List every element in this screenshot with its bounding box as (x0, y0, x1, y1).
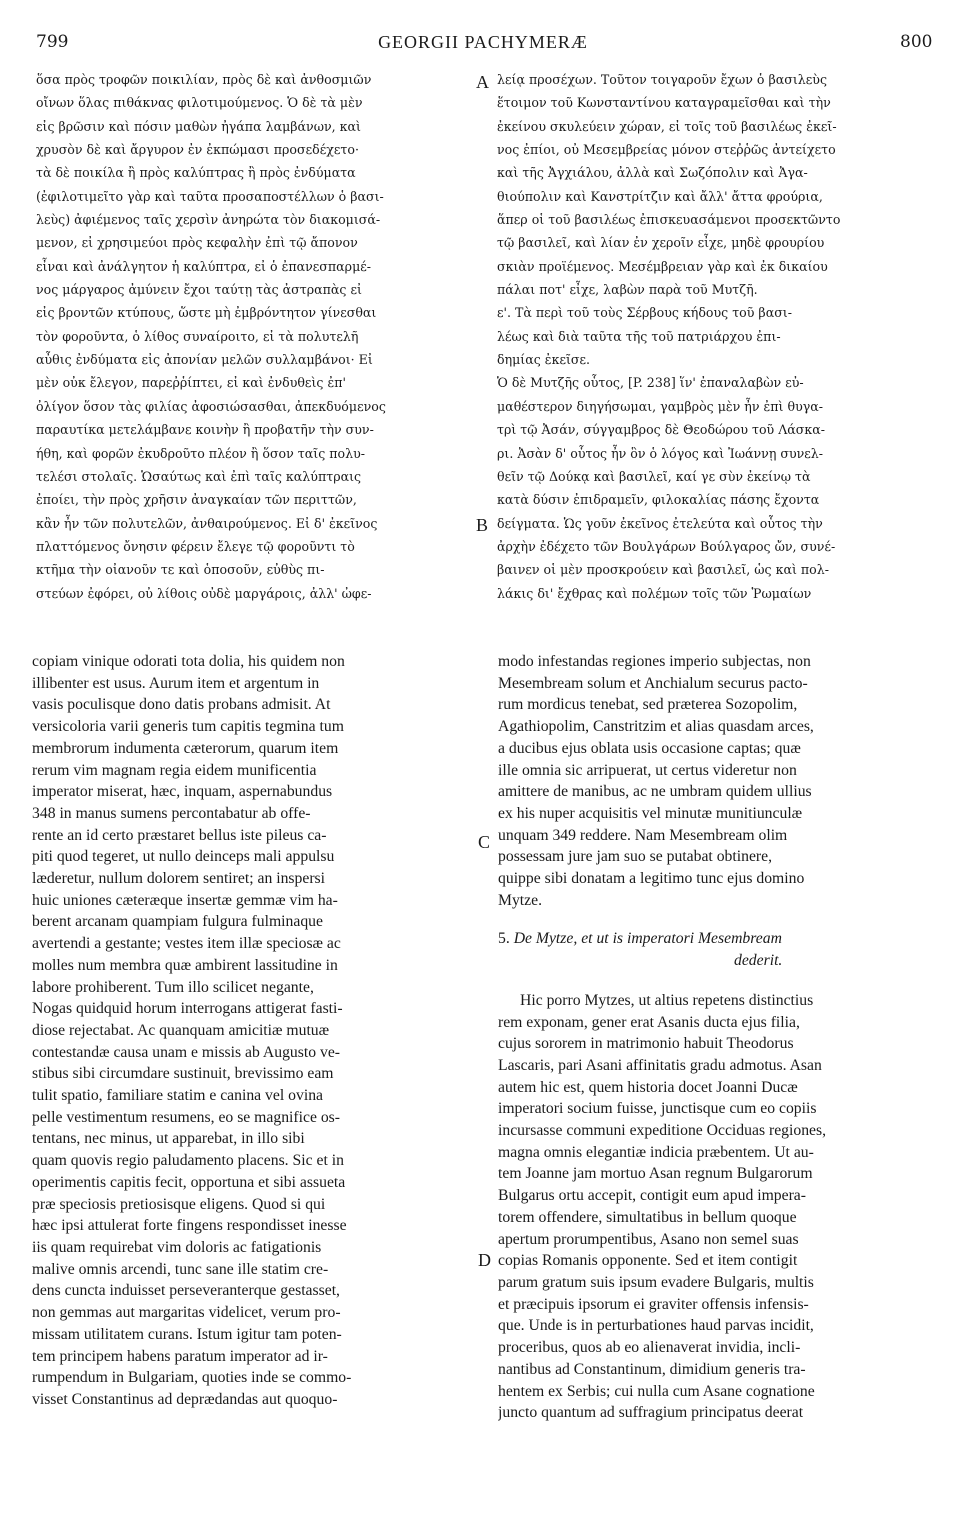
latin-text-line: Agathiopolim, Canstritzim et alias quasdam arces, (498, 718, 814, 736)
greek-text-line: εἶναι καὶ ἀνάλγητον ἡ καλύπτρα, εἰ ὁ ἐπανεσπαρμέ- (36, 258, 372, 274)
latin-text-line: autem hic est, quem historia docet Joanni Ducæ (498, 1078, 798, 1096)
page-number-right: 800 (900, 32, 933, 52)
greek-text-line: λάκις δι' ἔχθρας καὶ πολέμων τοῖς τῶν Ῥωμαίων (497, 585, 812, 601)
latin-column-left (32, 651, 468, 1411)
latin-text-line: visset Constantinus ad deprædandas aut quoquo- (32, 1390, 338, 1408)
margin-letter-b: B (476, 515, 489, 535)
greek-text-line: Ὁ δὲ Μυτζῆς οὗτος, [P. 238] ἵν' ἐπαναλαβὼν εὐ- (497, 375, 804, 391)
latin-text-line: rente an id certo præstaret bellus iste pileus ca- (32, 826, 327, 844)
latin-text-line: 348 in manus sumens percontabatur ab offe- (32, 804, 311, 822)
latin-text-line: juncto quantum ad suffragium principatus deerat (498, 1404, 804, 1422)
greek-text-line: τελέσι στολαῖς. Ὡσαύτως καὶ ἐπὶ ταῖς καλύπτραις (36, 468, 362, 484)
greek-text-line: μαθέστερον διηγήσωμαι, γαμβρὸς μὲν ἦν ἐπὶ θυγα- (497, 398, 824, 414)
latin-text-line: tem Joanne jam mortuo Asan regnum Bulgarorum (498, 1165, 813, 1183)
margin-letter-a: A (476, 72, 489, 92)
latin-text-line: Nogas quidquid horum interrogans attigerat fasti- (32, 1000, 343, 1018)
greek-text-line: παραυτίκα μετελάμβανε κοινὴν ἢ προβατῆν τὴν συν- (36, 422, 374, 438)
latin-text-line: versicoloria varii generis tum capitis tegmina tum (32, 718, 344, 736)
latin-text-line: nantibus ad Constantinum, dimidium generis tra- (498, 1360, 806, 1378)
latin-text-line: incursasse communi expeditione Occiduas regiones, (498, 1122, 827, 1140)
latin-text-line: hentem ex Serbis; cui nulla cum Asane cognatione (498, 1382, 815, 1400)
greek-text-line: ήθη, καὶ φορῶν ἐκυδροῦτο πλέον ἢ ὅσον ταῖς πολυ- (36, 445, 365, 461)
greek-text-line: δημίας ἐκεῖσε. (497, 352, 591, 368)
latin-text-line: Bulgarus ortu accepit, contigit eum apud impera- (498, 1187, 806, 1205)
latin-text-line: copias Romanis opponente. Sed et item contigit (498, 1252, 798, 1270)
greek-text-line: νος μάργαρος ἀμύνειν ἔχοι ταύτῃ τὰς ἀστραπὰς εἰ (36, 282, 362, 298)
greek-text-line: σκιὰν προϊέμενος. Μεσέμβρειαν γὰρ καὶ ἐκ δικαίου (497, 258, 828, 274)
latin-text-line: cujus sororem in matrimonio habuit Theodorus (498, 1035, 794, 1053)
section-title: De Mytze, et ut is imperatori Mesembream (513, 930, 782, 948)
greek-text-line: ε'. Τὰ περὶ τοῦ τοὺς Σέρβους κήδους τοῦ βασι- (497, 305, 792, 321)
latin-text-line: rum mordicus tenebat, sed præterea Sozopolim, (498, 696, 798, 714)
greek-text-line: ἕτοιμον τοῦ Κωνσταντίνου καταγραμεῖσθαι καὶ τὴν (497, 95, 831, 111)
latin-text-line: diose rejectabat. Ac quanquam amicitiæ mutuæ (32, 1021, 330, 1039)
greek-text-line: θιούπολιν καὶ Κανστρίτζιν καὶ ἄλλ' ἄττα φρούρια, (497, 188, 823, 204)
latin-text-line: operimentis capitis fecit, opportuna et sibi assueta (32, 1173, 346, 1191)
latin-text-line: rem exponam, gener erat Asanis ducta ejus filia, (498, 1013, 800, 1031)
latin-text-line: stibus sibi circumdare sustinuit, brevissimo eam (32, 1065, 334, 1083)
greek-text-line: ἀρχὴν ἐδέχετο τῶν Βουλγάρων Βούλγαρος ὤν, συνέ- (497, 538, 836, 554)
latin-text-line: ex his nuper acquisitis vel minutæ munitiunculæ (498, 804, 803, 822)
greek-text-line: ἐκείνου σκυλεύειν χώραν, εἰ τοῖς τοῦ βασιλέως ἐκεῖ- (497, 118, 837, 134)
greek-text-line: νος ἐπίοι, οὐ Μεσεμβρείας μόνον στεῤῥῶς ἀντείχετο (497, 142, 836, 158)
latin-text-line: Mytze. (498, 891, 542, 909)
margin-letter-d: D (478, 1250, 491, 1270)
latin-text-line: torem offendere, simultatibus in bellum quoque (498, 1208, 797, 1226)
greek-text-line: χρυσὸν δὲ καὶ ἄργυρον ἐν ἐκπώμασι προσεδέχετο· (36, 142, 359, 158)
greek-text-line: ἅπερ οἱ τοῦ βασιλέως ἐπισκευασάμενοι προσεκτῶντο (497, 212, 841, 228)
section-heading (498, 928, 934, 950)
latin-text-line: amittere de manibus, ac ne umbram quidem ullius (498, 783, 812, 801)
greek-text-line: οἴνων ὅλας πιθάκνας φιλοτιμούμενος. Ὁ δὲ τὰ μὲν (36, 95, 363, 111)
latin-text-line: imperatori socium fuisse, junctisque cum eo copiis (498, 1100, 817, 1118)
greek-text-line: τρὶ τῷ Ἀσάν, σύγγαμβρος δὲ Θεοδώρου τοῦ Λάσκα- (497, 422, 826, 438)
latin-text-line: a ducibus ejus oblata usis occasione captas; quæ (498, 739, 801, 757)
latin-text-line: imperator miserat, hæc, inquam, aspernabundus (32, 783, 333, 801)
latin-column-right (498, 651, 934, 1424)
greek-text-line: τὰ δὲ ποικίλα ἢ πρὸς καλύπτρας ἢ πρὸς ἐνδύματα (36, 165, 356, 181)
greek-text-line: δείγματα. Ὡς γοῦν ἐκεῖνος ἐτελεύτα καὶ οὗτος τὴν (497, 515, 823, 531)
latin-text-line: quam quovis regio paludamento placens. Sic et in (32, 1152, 344, 1170)
latin-text-line: labore prohiberent. Tum illo scilicet negante, (32, 978, 314, 996)
latin-text-line: et præcipuis ipsorum ei graviter offensis infensis- (498, 1295, 809, 1313)
latin-text-line: apertum prorumpentibus, Asano non semel suas (498, 1230, 799, 1248)
greek-text-line: στεύων ἐφόρει, οὐ λίθοις οὐδὲ μαργάροις, ἀλλ' ὠφε- (36, 585, 372, 601)
running-title: GEORGII PACHYMERÆ (378, 32, 588, 52)
latin-text-line: Lascaris, pari Asani affinitatis gradu admotus. Asan (498, 1056, 822, 1074)
latin-text-line: rerum vim magnam regia eidem munificentia (32, 761, 317, 779)
latin-text-line: pelle vestimentum resumens, eo se magnifice os- (32, 1108, 340, 1126)
latin-text-line: Mesembream solum et Anchialum securus pacto- (498, 674, 808, 692)
latin-text-line: tentans, nec minus, ut apparebat, in illo sibi (32, 1130, 305, 1148)
latin-text-line: molles num membra quæ ambirent lassitudine in (32, 956, 338, 974)
greek-column-left (36, 68, 476, 605)
greek-text-line: λείᾳ προσέχων. Τοῦτον τοιγαροῦν ἔχων ὁ βασιλεὺς (497, 72, 828, 87)
greek-text-line: εἰς βρῶσιν καὶ πόσιν μαθὼν ἠγάπα λαμβάνων, καὶ (36, 118, 361, 134)
greek-column-right (497, 68, 937, 605)
greek-text-line: ρι. Ἀσὰν δ' οὗτος ἦν ὃν ὁ λόγος καὶ Ἰωάννῃ συνελ- (497, 445, 824, 461)
greek-text-line: πλαττόμενος ὄνησιν φέρειν ἔλεγε τῷ φοροῦντι τὸ (36, 538, 355, 554)
latin-text-line: huic uniones cæteræque insertæ gemmæ vim ha- (32, 891, 338, 909)
latin-text-line: non gemmas aut margaritas videlicet, verum pro- (32, 1304, 341, 1322)
greek-text-line: ὀλίγον ὅσον τὰς φιλίας ἀφοσιώσασθαι, ἀπεκδυόμενος (36, 398, 386, 414)
greek-text-line: τὸν φοροῦντα, ὁ λίθος συναίροιτο, εἰ τὰ πολυτελῆ (36, 328, 359, 344)
greek-text-line: καὶ τῆς Ἀγχιάλου, ἀλλὰ καὶ Σωζόπολιν καὶ Ἀγα- (497, 165, 808, 181)
page-number-left: 799 (36, 32, 69, 52)
greek-text-line: τῷ βασιλεῖ, καὶ λίαν ἐν χεροῖν εἶχε, μηδὲ φρουρίου (497, 235, 825, 251)
spacer (498, 972, 934, 990)
greek-text-line: λεὺς) ἀφιέμενος ταῖς χερσὶν ἀνηρώτα τὸν διακομισά- (36, 212, 381, 228)
latin-text-line: ille omnia sic arripuerat, ut certus videretur non (498, 761, 797, 779)
latin-text-line: hæc ipsi attulerat forte fingens respondisset inesse (32, 1217, 347, 1235)
latin-text-line: berent arcanam quampiam fulgura fulminaque (32, 913, 323, 931)
greek-text-line: κτῆμα τὴν οἰανοῦν τε καὶ ὁποσοῦν, εὐθὺς πι- (36, 562, 325, 578)
greek-text-line: ὅσα πρὸς τροφῶν ποικιλίαν, πρὸς δὲ καὶ ἀνθοσμιῶν (36, 72, 372, 87)
latin-text-line: tem principem habens paratum imperator ad ir- (32, 1347, 328, 1365)
latin-text-line: missam utilitatem curans. Istum igitur tam poten- (32, 1325, 342, 1343)
latin-text-line: avertendi a gestante; vestes item illæ speciosæ ac (32, 935, 341, 953)
greek-text-line: ἐποίει, τὴν πρὸς χρῆσιν ἀναγκαίαν τῶν περιττῶν, (36, 492, 357, 508)
latin-text-line: copiam vinique odorati tota dolia, his quidem non (32, 653, 345, 670)
latin-text-line: piti quod tegeret, ut nullo deinceps mali appulsu (32, 848, 335, 866)
latin-text-line: unquam 349 reddere. Nam Mesembream olim (498, 826, 788, 844)
greek-text-line: θεῖν τῷ Δούκᾳ καὶ βασιλεῖ, καί γε σὺν ἐκείνῳ τὰ (497, 468, 811, 484)
latin-text-line: possessam jure jam suo se putabat obtinere, (498, 848, 773, 866)
section-title-continued: dederit. (734, 952, 783, 970)
latin-text-line: præ speciosis pretiosisque eligens. Quod si qui (32, 1195, 326, 1213)
greek-text-line: αὖθις ἐνδύματα εἰς ἀπονίαν μελῶν συλλαμβάνοι· Εἰ (36, 352, 373, 368)
greek-text-line: μὲν οὐκ ἔλεγον, παρεῤῥίπτει, εἰ καὶ ἐνδυθεὶς ἐπ' (36, 375, 346, 391)
spacer (498, 911, 934, 928)
greek-text-line: (ἐφιλοτιμεῖτο γὰρ καὶ ταῦτα προσαποστέλλων ὁ βασι- (36, 188, 384, 204)
greek-text-line: μενον, εἰ χρησιμεύοι πρὸς κεφαλὴν ἐπὶ τῷ ἄπονον (36, 235, 358, 251)
latin-text-line: parum gratum suis ipsum evadere Bulgaris, multis (498, 1273, 814, 1291)
greek-text-line: λέως καὶ διὰ ταῦτα τῆς τοῦ πατριάρχου ἐπι- (497, 328, 781, 344)
latin-text-line: proceribus, quos ab eo alienaverat invidia, incli- (498, 1339, 801, 1357)
latin-text-line: modo infestandas regiones imperio subjectas, non (498, 653, 811, 670)
latin-text-line: magna omnis elegantiæ indicia præbentem. Ut au- (498, 1143, 814, 1161)
section-number: 5. (498, 930, 514, 948)
latin-text-line: rumpendum in Bulgariam, quoties inde se commo- (32, 1369, 352, 1387)
latin-text-line: membrorum indumenta cæterorum, quarum item (32, 739, 339, 757)
greek-text-line: πάλαι ποτ' εἶχε, λαβὼν παρὰ τοῦ Μυτζῆ. (497, 282, 758, 298)
greek-text-line: βαινεν οἱ μὲν προσκρούειν καὶ βασιλεῖ, ὡς καὶ πολ- (497, 562, 830, 578)
greek-text-line: κατὰ δύσιν ἐπιδραμεῖν, φιλοκαλίας πάσης ἔχοντα (497, 492, 820, 508)
greek-text-line: κἂν ἦν τῶν πολυτελῶν, ἀνθαιρούμενος. Εἰ δ' ἐκεῖνος (36, 515, 378, 531)
latin-text-line: malive omnis arcendi, tunc sane ille statim cre- (32, 1260, 329, 1278)
latin-text-line: iis quam requirebat vim doloris ac fatigationis (32, 1238, 322, 1256)
latin-text-line: Hic porro Mytzes, ut altius repetens distinctius (520, 991, 814, 1009)
latin-text-line: læderetur, nullum dolorem sentiret; an inspersi (32, 870, 326, 888)
greek-text-line: εἰς βροντῶν κτύπους, ὥστε μὴ ἐμβρόντητον γίνεσθαι (36, 305, 377, 321)
margin-letter-c: C (478, 832, 491, 852)
latin-text-line: quippe sibi donatam a legitimo tunc ejus domino (498, 870, 805, 888)
latin-text-line: contestandæ causa unam e missis ab Augusto ve- (32, 1043, 341, 1061)
latin-text-line: dens cuncta induisset perseveranterque gestasset, (32, 1282, 340, 1300)
latin-text-line: vasis poculisque dono datis probans admisit. At (32, 696, 331, 714)
latin-text-line: que. Unde is in perturbationes haud parvas incidit, (498, 1317, 814, 1335)
latin-text-line: illibenter est usus. Aurum item et argentum in (32, 674, 320, 692)
latin-text-line: tulit spatio, familiare statim e canina vel ovina (32, 1087, 324, 1105)
